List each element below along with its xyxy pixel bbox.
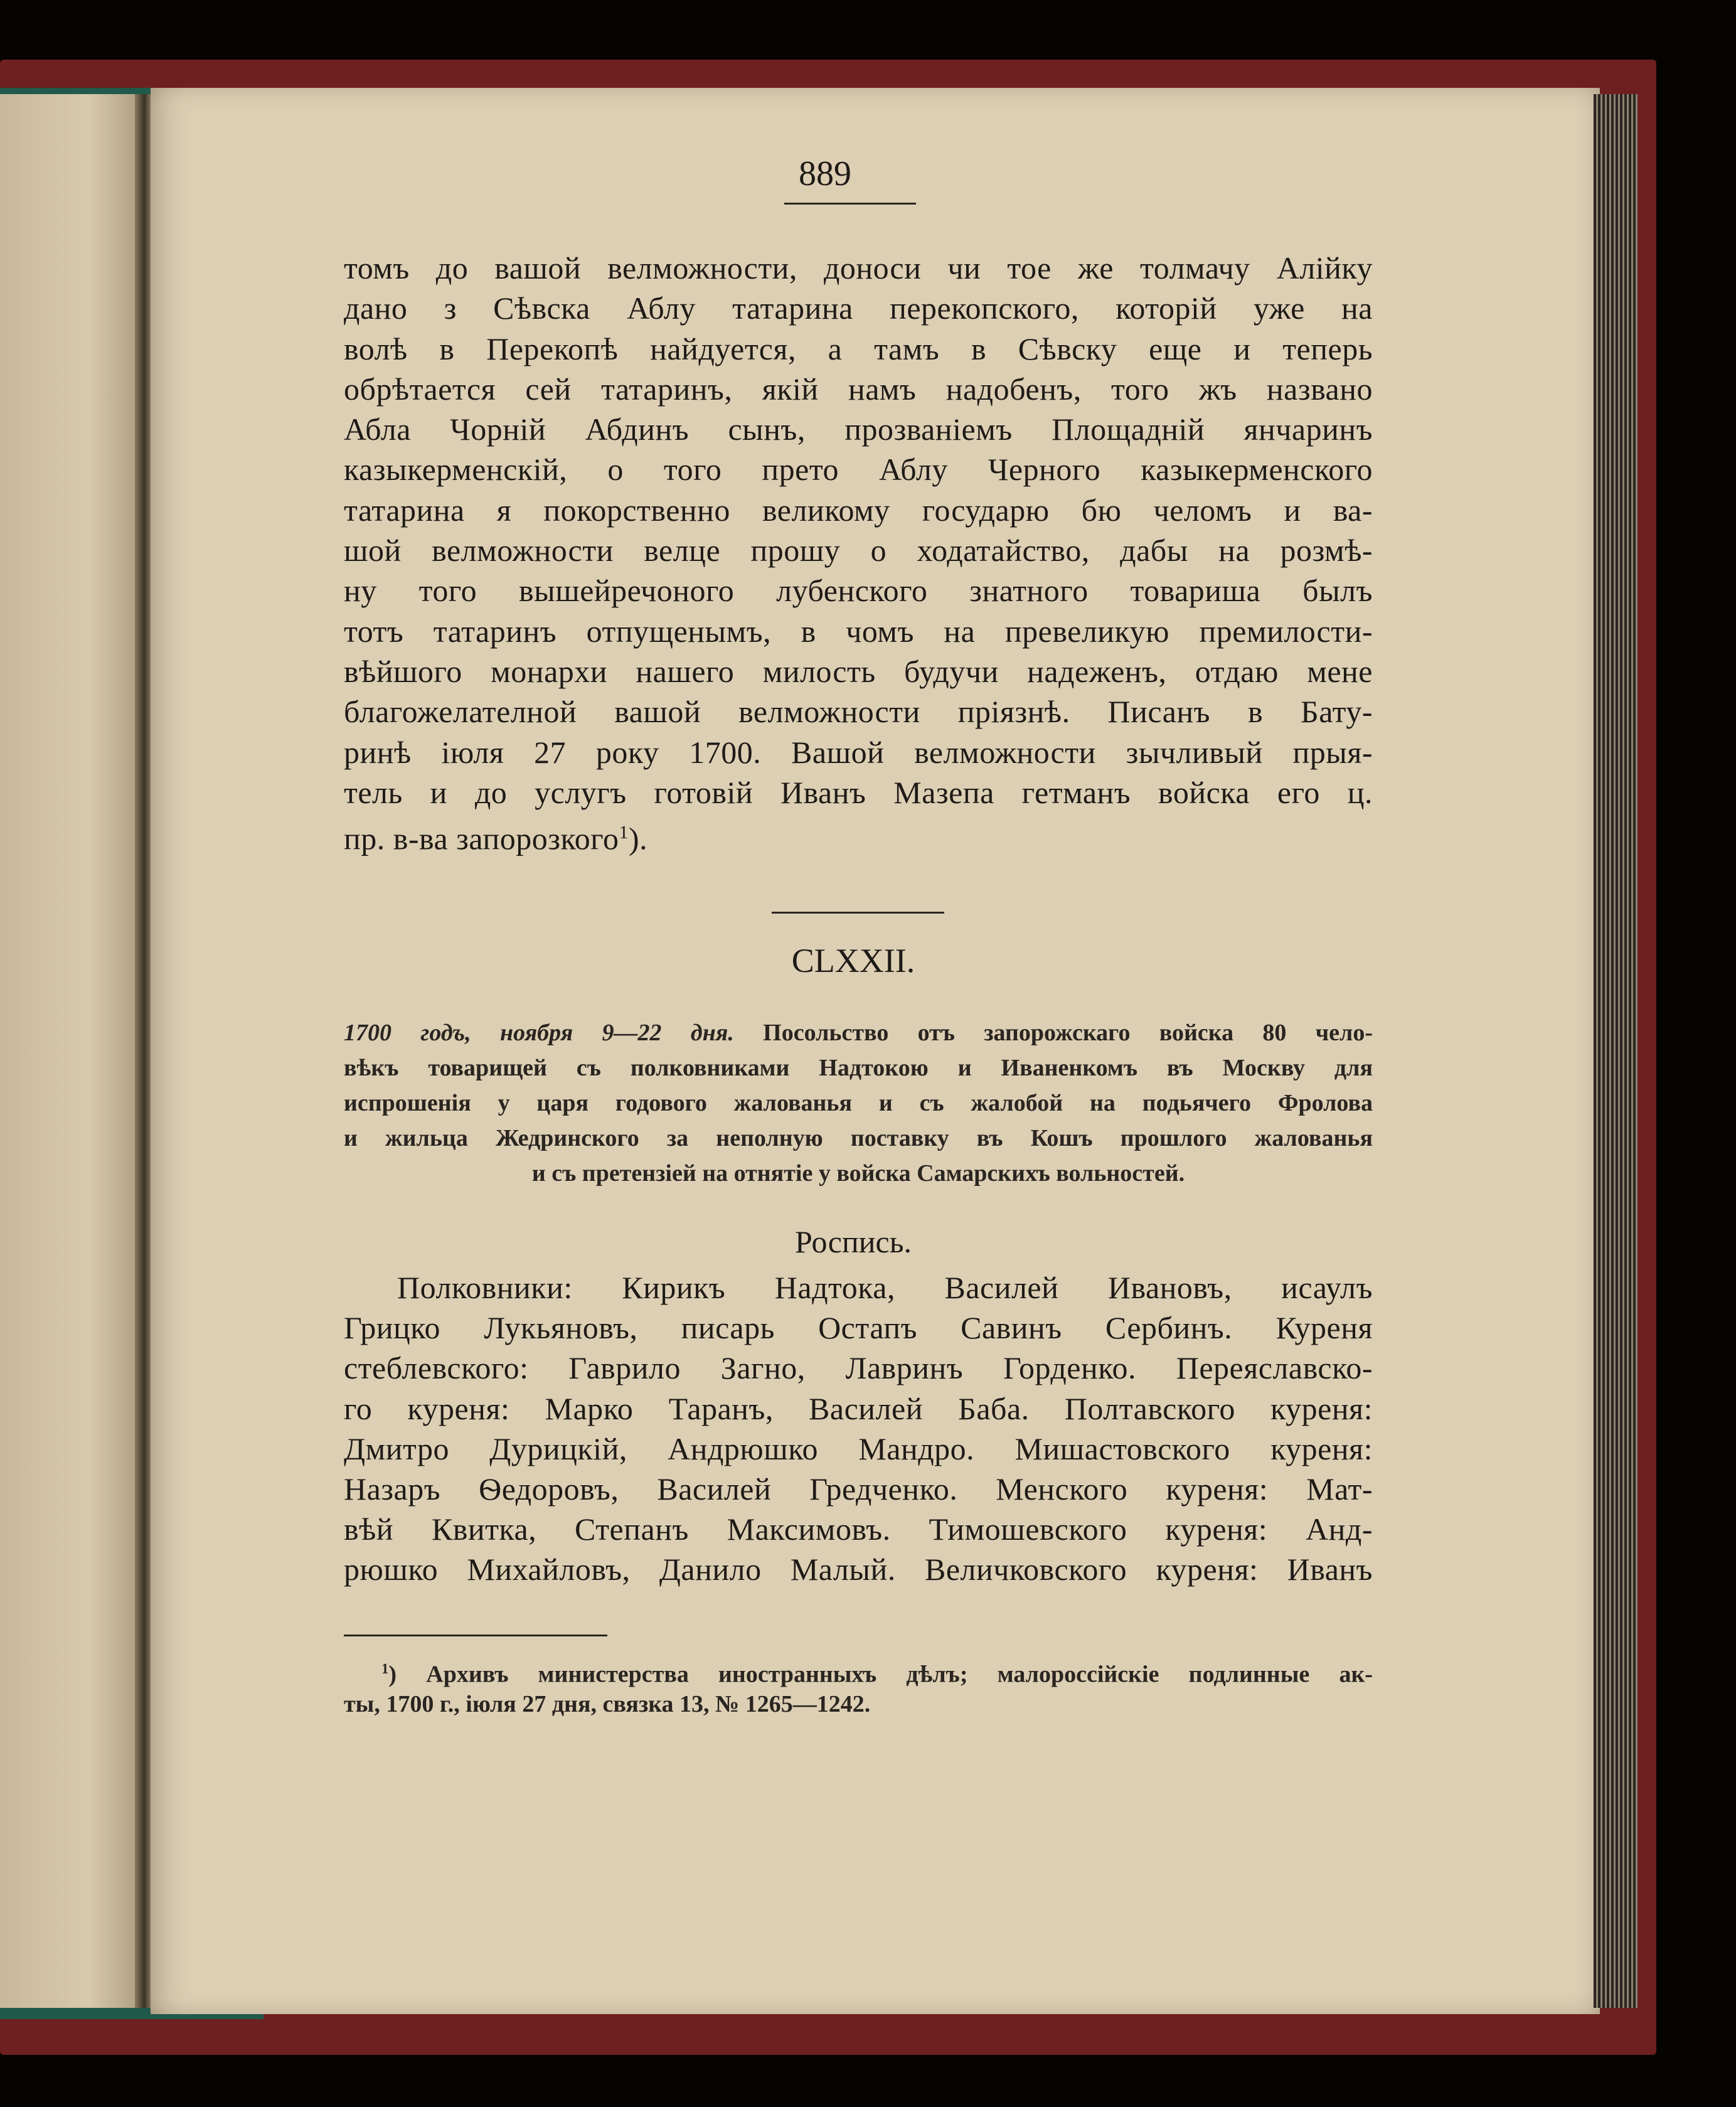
list-title: Роспись. bbox=[794, 1224, 912, 1259]
summary-line: и жильца Жедринского за неполную поставку въ Кошъ прошлого жалованья bbox=[344, 1125, 1373, 1151]
summary-line: и съ претензіей на отнятіе у войска Самарскихъ вольностей. bbox=[531, 1160, 1185, 1187]
summary-date: 1700 годъ, ноября 9—22 дня. bbox=[344, 1020, 734, 1046]
summary-line: вѣкъ товарищей съ полковниками Надтокою и Иваненкомъ въ Москву для bbox=[344, 1055, 1373, 1081]
text-line: дано з Сѣвска Аблу татарина перекопского, которій уже на bbox=[344, 291, 1373, 326]
text-line: Полковники: Кирикъ Надтока, Василей Ивановъ, исаулъ bbox=[397, 1270, 1373, 1305]
text-line: рюшко Михайловъ, Данило Малый. Величковского куреня: Иванъ bbox=[344, 1552, 1373, 1587]
text-line: Назаръ Ѳедоровъ, Василей Гредченко. Менского куреня: Мат- bbox=[344, 1471, 1373, 1507]
text-line: волѣ в Перекопѣ найдуется, а тамъ в Сѣвску еще и теперь bbox=[344, 331, 1373, 366]
text-line: тель и до услугъ готовій Иванъ Мазепа гетманъ войска его ц. bbox=[344, 774, 1373, 810]
footnote-text: ) Архивъ министерства иностранныхъ дѣлъ; малороссійскіе подлинные ак- bbox=[388, 1661, 1373, 1688]
text-fragment: пр. в-ва запорозкого bbox=[344, 821, 619, 856]
text-line: томъ до вашой велможности, доноси чи тое же толмачу Алійку bbox=[344, 250, 1373, 285]
page-number: 889 bbox=[799, 154, 851, 193]
summary-line: испрошенія у царя годового жалованья и съ жалобой на подьячего Фролова bbox=[344, 1090, 1373, 1116]
text-line: ну того вышейречоного лубенского знатного товариша былъ bbox=[344, 573, 1373, 609]
text-line: тотъ татаринъ отпущенымъ, в чомъ на превеликую премилости- bbox=[344, 613, 1373, 649]
footnote-reference: 1 bbox=[619, 822, 629, 843]
footnote-divider bbox=[344, 1635, 607, 1636]
text-line: ринѣ іюля 27 року 1700. Вашой велможности зычливый прыя- bbox=[344, 734, 1373, 770]
text-line: го куреня: Марко Таранъ, Василей Баба. Полтавского куреня: bbox=[344, 1390, 1373, 1426]
footnote-line: ты, 1700 г., іюля 27 дня, связка 13, № 1265—1242. bbox=[344, 1691, 871, 1717]
footnote-line bbox=[344, 1651, 1373, 1687]
page-edges bbox=[1594, 94, 1637, 2008]
text-line: казыкерменскій, о того прето Аблу Черного казыкерменского bbox=[344, 452, 1373, 488]
summary-text: Посольство отъ запорожскаго войска 80 чело- bbox=[733, 1020, 1373, 1046]
text-line: шой велможности велце прошу о ходатайство, дабы на розмѣ- bbox=[344, 533, 1373, 568]
text-line: Грицко Лукьяновъ, писарь Остапъ Савинъ Сербинъ. Куреня bbox=[344, 1310, 1373, 1346]
summary-line bbox=[344, 1015, 1373, 1050]
text-line: Дмитро Дурицкій, Андрюшко Мандро. Мишастовского куреня: bbox=[344, 1431, 1373, 1466]
footnote-marker: 1 bbox=[381, 1661, 389, 1677]
text-line: татарина я покорственно великому государю бю челомъ и ва- bbox=[344, 492, 1373, 528]
text-line: вѣй Квитка, Степанъ Максимовъ. Тимошевского куреня: Анд- bbox=[344, 1512, 1373, 1547]
list-paragraph bbox=[344, 1267, 1373, 1590]
section-summary bbox=[344, 1015, 1373, 1191]
text-line: Абла Чорній Абдинъ сынъ, прозваніемъ Площадній янчаринъ bbox=[344, 412, 1373, 447]
letter-paragraph bbox=[344, 248, 1373, 856]
page-number-rule bbox=[784, 203, 916, 205]
footnote bbox=[344, 1651, 1373, 1722]
left-page bbox=[0, 94, 147, 2008]
text-fragment: ). bbox=[628, 821, 648, 856]
text-line: обрѣтается сей татаринъ, якій намъ надобенъ, того жъ названо bbox=[344, 371, 1373, 407]
section-title: CLXXII. bbox=[791, 942, 915, 979]
text-line-last bbox=[344, 813, 1373, 856]
text-line: вѣйшого монархи нашего милость будучи надеженъ, отдаю мене bbox=[344, 653, 1373, 689]
text-line: благожелателной вашой велможности пріязнѣ. Писанъ в Бату- bbox=[344, 694, 1373, 730]
section-divider bbox=[772, 912, 944, 914]
text-line: стеблевского: Гаврило Загно, Лавринъ Горденко. Переяславско- bbox=[344, 1350, 1373, 1386]
